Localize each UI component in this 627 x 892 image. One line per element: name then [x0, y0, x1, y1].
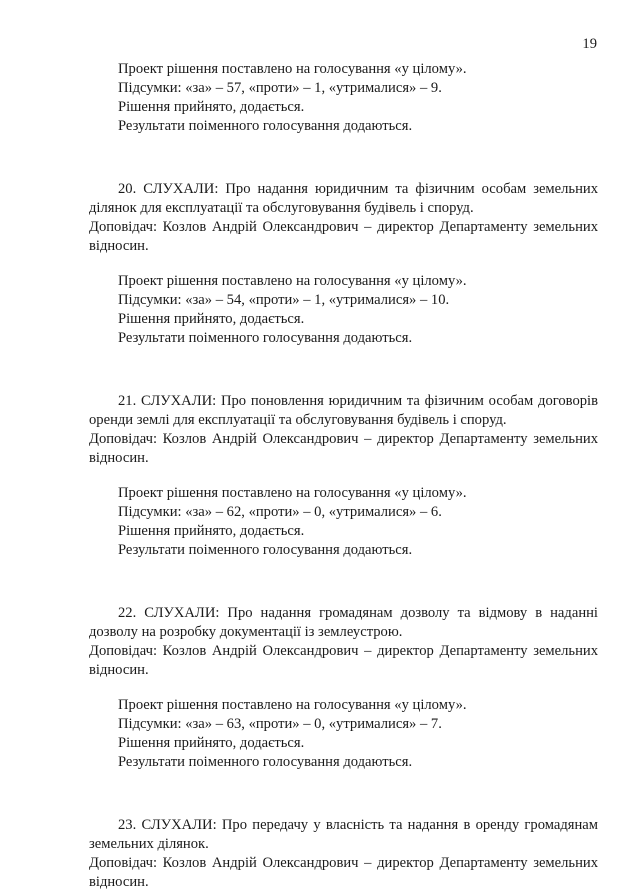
vote-line: Рішення прийнято, додається.: [118, 311, 305, 327]
vote-line: Результати поіменного голосування додаються.: [118, 118, 413, 134]
vote-line: Результати поіменного голосування додаються.: [118, 542, 413, 558]
vote-result-block: [89, 696, 598, 772]
agenda-item-22: [89, 604, 598, 772]
document-body: [89, 60, 598, 892]
vote-line: Проект рішення поставлено на голосування «у цілому».: [118, 61, 467, 77]
vote-result-block: [89, 60, 598, 136]
vote-line: Підсумки: «за» – 54, «проти» – 1, «утрималися» – 10.: [118, 292, 450, 308]
heard-paragraph: 22. СЛУХАЛИ: Про надання громадянам дозволу та відмову в наданні дозволу на розробку документації із землеустрою.: [89, 605, 598, 640]
heard-paragraph: 23. СЛУХАЛИ: Про передачу у власність та надання в оренду громадянам земельних ділянок.: [89, 817, 598, 852]
vote-line: Рішення прийнято, додається.: [118, 99, 305, 115]
agenda-item-23: [89, 816, 598, 892]
vote-result-block: [89, 272, 598, 348]
speaker-paragraph: Доповідач: Козлов Андрій Олександрович – директор Департаменту земельних відносин.: [89, 643, 598, 678]
vote-line: Результати поіменного голосування додаються.: [118, 330, 413, 346]
vote-line: Проект рішення поставлено на голосування «у цілому».: [118, 273, 467, 289]
vote-line: Рішення прийнято, додається.: [118, 735, 305, 751]
vote-line: Рішення прийнято, додається.: [118, 523, 305, 539]
speaker-paragraph: Доповідач: Козлов Андрій Олександрович – директор Департаменту земельних відносин.: [89, 431, 598, 466]
vote-line: Результати поіменного голосування додаються.: [118, 754, 413, 770]
vote-line: Підсумки: «за» – 62, «проти» – 0, «утрималися» – 6.: [118, 504, 442, 520]
agenda-item-20: [89, 180, 598, 348]
vote-line: Підсумки: «за» – 57, «проти» – 1, «утрималися» – 9.: [118, 80, 442, 96]
vote-result-block: [89, 484, 598, 560]
vote-line: Проект рішення поставлено на голосування «у цілому».: [118, 485, 467, 501]
vote-line: Проект рішення поставлено на голосування «у цілому».: [118, 697, 467, 713]
speaker-paragraph: Доповідач: Козлов Андрій Олександрович – директор Департаменту земельних відносин.: [89, 219, 598, 254]
speaker-paragraph: Доповідач: Козлов Андрій Олександрович – директор Департаменту земельних відносин.: [89, 855, 598, 890]
vote-line: Підсумки: «за» – 63, «проти» – 0, «утрималися» – 7.: [118, 716, 442, 732]
agenda-item-21: [89, 392, 598, 560]
heard-paragraph: 21. СЛУХАЛИ: Про поновлення юридичним та фізичним особам договорів оренди землі для експлуатації та обслуговування будівель і споруд.: [89, 393, 598, 428]
heard-paragraph: 20. СЛУХАЛИ: Про надання юридичним та фізичним особам земельних ділянок для експлуатації та обслуговування будівель і споруд.: [89, 181, 598, 216]
page-number: 19: [582, 36, 597, 52]
